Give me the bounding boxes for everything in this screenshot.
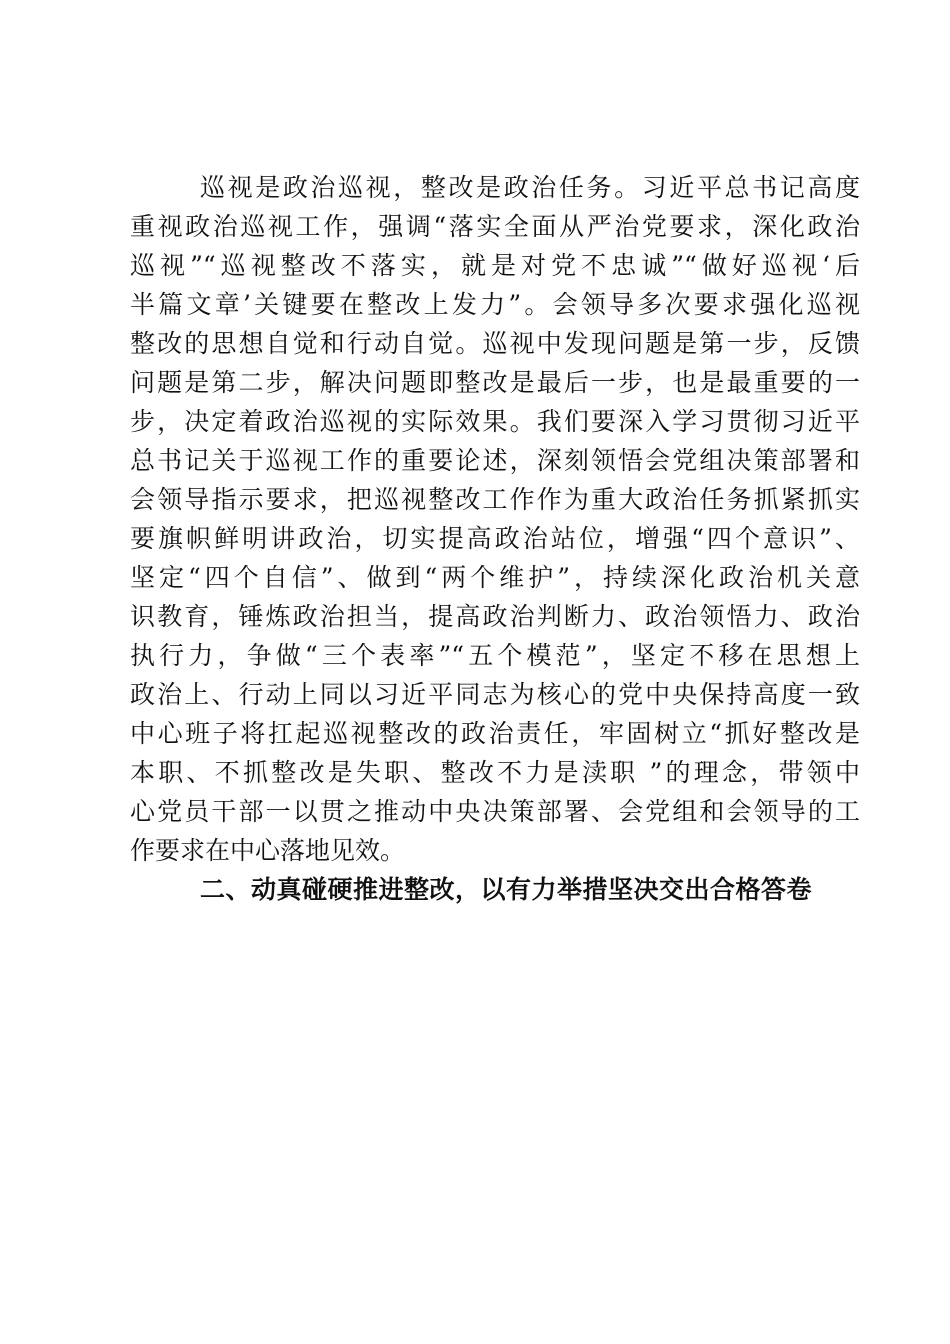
paragraph-line: 作要求在中心落地见效。 xyxy=(130,836,406,865)
paragraph-line: 巡视”“巡视整改不落实，就是对党不忠诚”“做好巡视‘后 xyxy=(130,251,860,280)
paragraph-line: 步，决定着政治巡视的实际效果。我们要深入学习贯彻习近平 xyxy=(130,407,860,436)
paragraph-line: 坚定“四个自信”、做到“两个维护”，持续深化政治机关意 xyxy=(130,563,860,592)
paragraph-line: 重视政治巡视工作，强调“落实全面从严治党要求，深化政治 xyxy=(130,212,860,241)
paragraph-line: 会领导指示要求，把巡视整改工作作为重大政治任务抓紧抓实 xyxy=(130,485,860,514)
paragraph-line: 半篇文章’关键要在整改上发力”。会领导多次要求强化巡视 xyxy=(130,290,860,319)
paragraph-line: 要旗帜鲜明讲政治，切实提高政治站位，增强“四个意识”、 xyxy=(130,524,860,553)
paragraph-line: 总书记关于巡视工作的重要论述，深刻领悟会党组决策部署和 xyxy=(130,446,860,475)
paragraph-line: 本职、不抓整改是失职、整改不力是渎职 ”的理念，带领中 xyxy=(130,758,860,787)
paragraph-line: 政治上、行动上同以习近平同志为核心的党中央保持高度一致 xyxy=(130,680,860,709)
paragraph-line: 整改的思想自觉和行动自觉。巡视中发现问题是第一步，反馈 xyxy=(130,329,860,358)
paragraph-line: 识教育，锤炼政治担当，提高政治判断力、政治领悟力、政治 xyxy=(130,602,860,631)
paragraph-line: 问题是第二步，解决问题即整改是最后一步，也是最重要的一 xyxy=(130,368,860,397)
paragraph-line: 心党员干部一以贯之推动中央决策部署、会党组和会领导的工 xyxy=(130,797,860,826)
body-text xyxy=(130,168,860,909)
section-heading: 二、动真碰硬推进整改，以有力举措坚决交出合格答卷 xyxy=(200,875,813,904)
paragraph-line: 巡视是政治巡视，整改是政治任务。习近平总书记高度 xyxy=(200,173,860,202)
paragraph-line: 执行力，争做“三个表率”“五个模范”，坚定不移在思想上 xyxy=(130,641,860,670)
paragraph-line: 中心班子将扛起巡视整改的政治责任，牢固树立“抓好整改是 xyxy=(130,719,860,748)
